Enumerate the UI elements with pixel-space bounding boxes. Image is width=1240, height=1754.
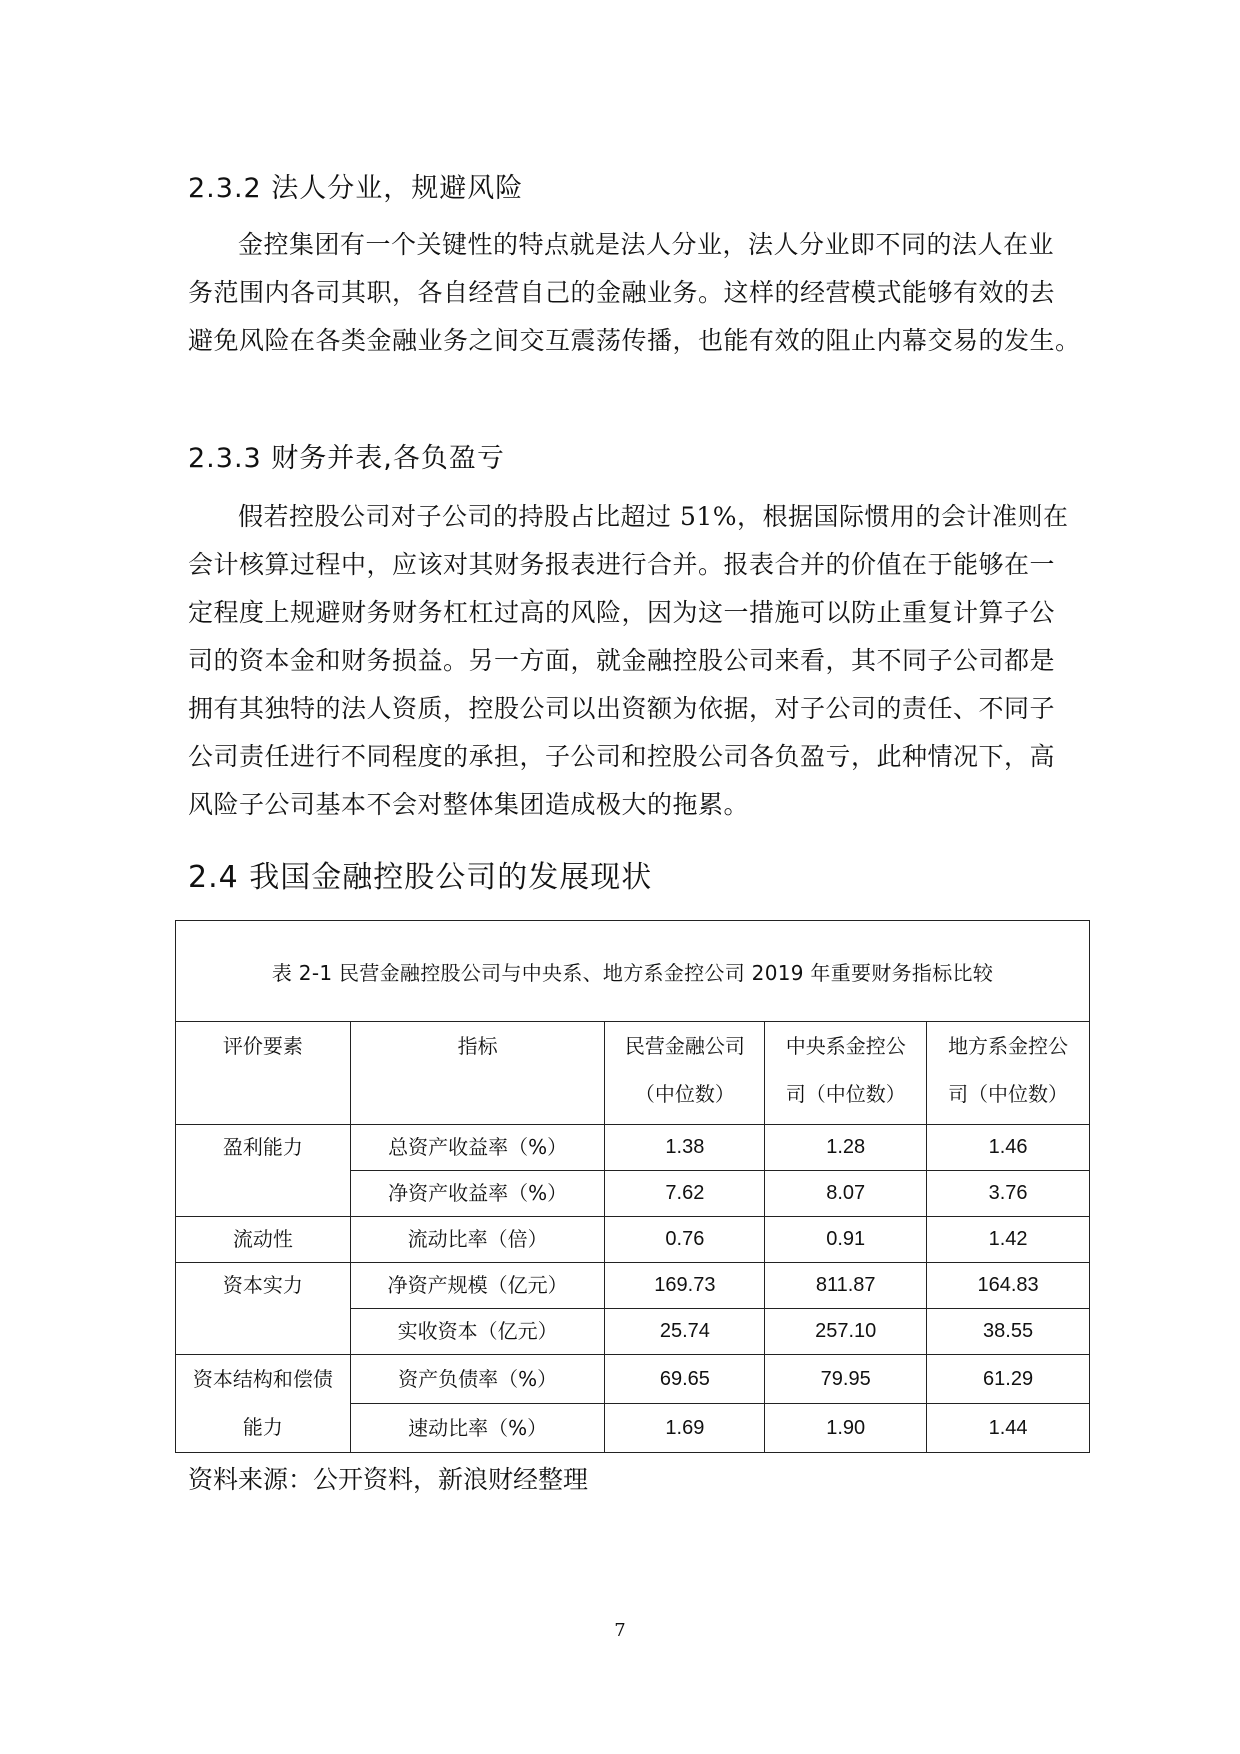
value-cell: 69.65 (605, 1355, 765, 1404)
section-heading-2-4: 2.4 我国金融控股公司的发展现状 (188, 860, 653, 895)
value-cell: 1.46 (927, 1125, 1090, 1171)
table-caption: 表 2-1 民营金融控股公司与中央系、地方系金控公司 2019 年重要财务指标比较 (176, 921, 1090, 1022)
header-central: 中央系金控公 司（中位数） (765, 1022, 927, 1125)
indicator-cell: 流动比率（倍） (350, 1217, 605, 1263)
financial-indicators-table (175, 920, 1090, 1453)
header-private: 民营金融公司 （中位数） (605, 1022, 765, 1125)
value-cell: 164.83 (927, 1263, 1090, 1309)
factor-cell: 流动性 (176, 1217, 351, 1263)
value-cell: 38.55 (927, 1309, 1090, 1355)
factor-cell: 资本实力 (176, 1263, 351, 1355)
value-cell: 169.73 (605, 1263, 765, 1309)
paragraph-line: 风险子公司基本不会对整体集团造成极大的拖累。 (188, 790, 750, 819)
indicator-cell: 总资产收益率（%） (350, 1125, 605, 1171)
value-cell: 1.69 (605, 1404, 765, 1453)
table-header-row (176, 1022, 1090, 1125)
page-number: 7 (614, 1620, 626, 1641)
paragraph-line: 避免风险在各类金融业务之间交互震荡传播，也能有效的阻止内幕交易的发生。 (188, 326, 1081, 355)
table-source-note: 资料来源：公开资料，新浪财经整理 (188, 1465, 589, 1494)
factor-cell: 盈利能力 (176, 1125, 351, 1217)
paragraph-2-3-2 (188, 221, 1081, 365)
indicator-cell: 实收资本（亿元） (350, 1309, 605, 1355)
paragraph-line: 假若控股公司对子公司的持股占比超过 51%，根据国际惯用的会计准则在 (238, 502, 1069, 531)
paragraph-line: 金控集团有一个关键性的特点就是法人分业，法人分业即不同的法人在业 (238, 230, 1055, 259)
paragraph-line: 拥有其独特的法人资质，控股公司以出资额为依据，对子公司的责任、不同子 (188, 694, 1056, 723)
paragraph-line: 定程度上规避财务财务杠杠过高的风险，因为这一措施可以防止重复计算子公 (188, 598, 1056, 627)
value-cell: 61.29 (927, 1355, 1090, 1404)
paragraph-line: 公司责任进行不同程度的承担，子公司和控股公司各负盈亏，此种情况下，高 (188, 742, 1056, 771)
paragraph-line: 务范围内各司其职，各自经营自己的金融业务。这样的经营模式能够有效的去 (188, 278, 1056, 307)
header-local: 地方系金控公 司（中位数） (927, 1022, 1090, 1125)
value-cell: 0.76 (605, 1217, 765, 1263)
value-cell: 257.10 (765, 1309, 927, 1355)
indicator-cell: 速动比率（%） (350, 1404, 605, 1453)
factor-cell: 资本结构和偿债 能力 (176, 1355, 351, 1453)
value-cell: 25.74 (605, 1309, 765, 1355)
table-row (176, 1263, 1090, 1309)
value-cell: 7.62 (605, 1171, 765, 1217)
section-heading-2-3-2: 2.3.2 法人分业，规避风险 (188, 173, 524, 204)
value-cell: 1.38 (605, 1125, 765, 1171)
table-row (176, 1355, 1090, 1404)
value-cell: 811.87 (765, 1263, 927, 1309)
indicator-cell: 净资产规模（亿元） (350, 1263, 605, 1309)
value-cell: 79.95 (765, 1355, 927, 1404)
header-indicator: 指标 (350, 1022, 605, 1125)
value-cell: 1.90 (765, 1404, 927, 1453)
paragraph-2-3-3 (188, 493, 1069, 829)
table-row (176, 1125, 1090, 1171)
value-cell: 1.42 (927, 1217, 1090, 1263)
table-row (176, 1217, 1090, 1263)
value-cell: 8.07 (765, 1171, 927, 1217)
indicator-cell: 净资产收益率（%） (350, 1171, 605, 1217)
header-factor: 评价要素 (176, 1022, 351, 1125)
value-cell: 1.28 (765, 1125, 927, 1171)
indicator-cell: 资产负债率（%） (350, 1355, 605, 1404)
section-heading-2-3-3: 2.3.3 财务并表,各负盈亏 (188, 443, 505, 474)
paragraph-line: 司的资本金和财务损益。另一方面，就金融控股公司来看，其不同子公司都是 (188, 646, 1056, 675)
value-cell: 3.76 (927, 1171, 1090, 1217)
paragraph-line: 会计核算过程中，应该对其财务报表进行合并。报表合并的价值在于能够在一 (188, 550, 1056, 579)
value-cell: 1.44 (927, 1404, 1090, 1453)
value-cell: 0.91 (765, 1217, 927, 1263)
